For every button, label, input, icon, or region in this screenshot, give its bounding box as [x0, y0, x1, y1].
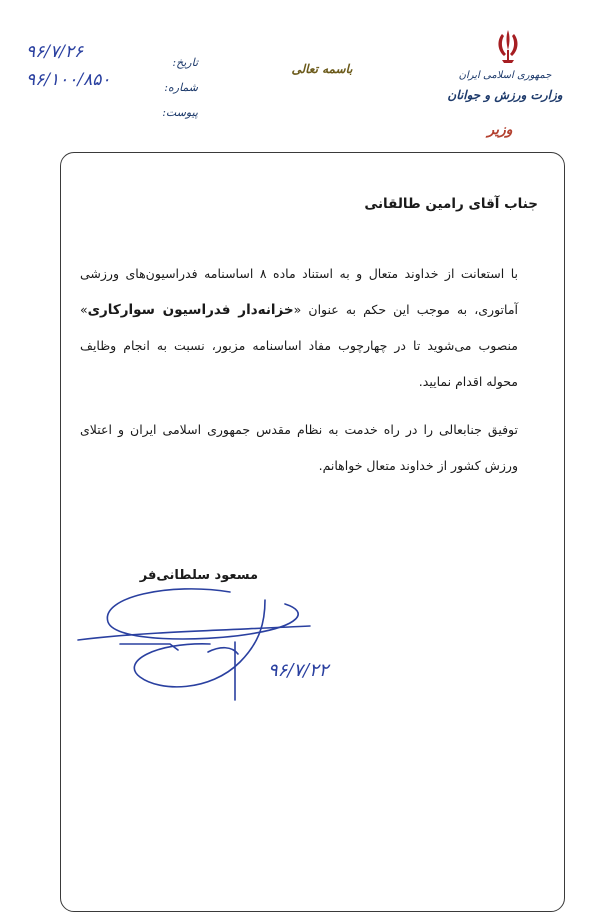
republic-line: جمهوری اسلامی ایران — [458, 70, 552, 81]
signer-name: مسعود سلطانی‌فر — [139, 568, 258, 583]
date-label: تاریخ: — [172, 56, 198, 69]
office-title: وزیر — [487, 122, 513, 138]
number-value: ۹۶/۱۰۰/۸۵۰ — [26, 70, 111, 90]
paragraph-wishes: توفیق جنابعالی را در راه خدمت به نظام مقدس جمهوری اسلامی ایران و اعتلای ورزش کشور از خداوند متعال خواهانم. — [80, 422, 518, 473]
handwritten-signature-icon — [60, 582, 380, 712]
recipient-line: جناب آقای رامین طالقانی — [364, 196, 538, 212]
appointment-title: خزانه‌دار فدراسیون سوارکاری — [87, 302, 294, 318]
meta-values — [26, 38, 166, 94]
iran-emblem-icon — [488, 26, 528, 66]
number-label: شماره: — [164, 81, 198, 94]
paragraph-appointment — [80, 256, 518, 400]
date-value: ۹۶/۷/۲۶ — [26, 42, 84, 62]
ministry-name: وزارت ورزش و جوانان — [447, 88, 563, 102]
invocation: باسمه تعالی — [291, 62, 353, 76]
letter-body — [80, 256, 518, 484]
signature-date: ۹۶/۷/۲۲ — [268, 660, 329, 681]
attachment-label: پیوست: — [162, 106, 198, 119]
paragraph-appointment-end: » منصوب می‌شوید تا در چهارچوب مفاد اساسنامه مزبور، نسبت به انجام وظایف محوله اقدام نمایید. — [80, 302, 518, 389]
paragraph-appointment-start: با استعانت از خداوند متعال و به استناد ماده ۸ اساسنامه فدراسیون‌های ورزشی آماتوری، به موجب این حکم به عنوان « — [80, 266, 519, 317]
